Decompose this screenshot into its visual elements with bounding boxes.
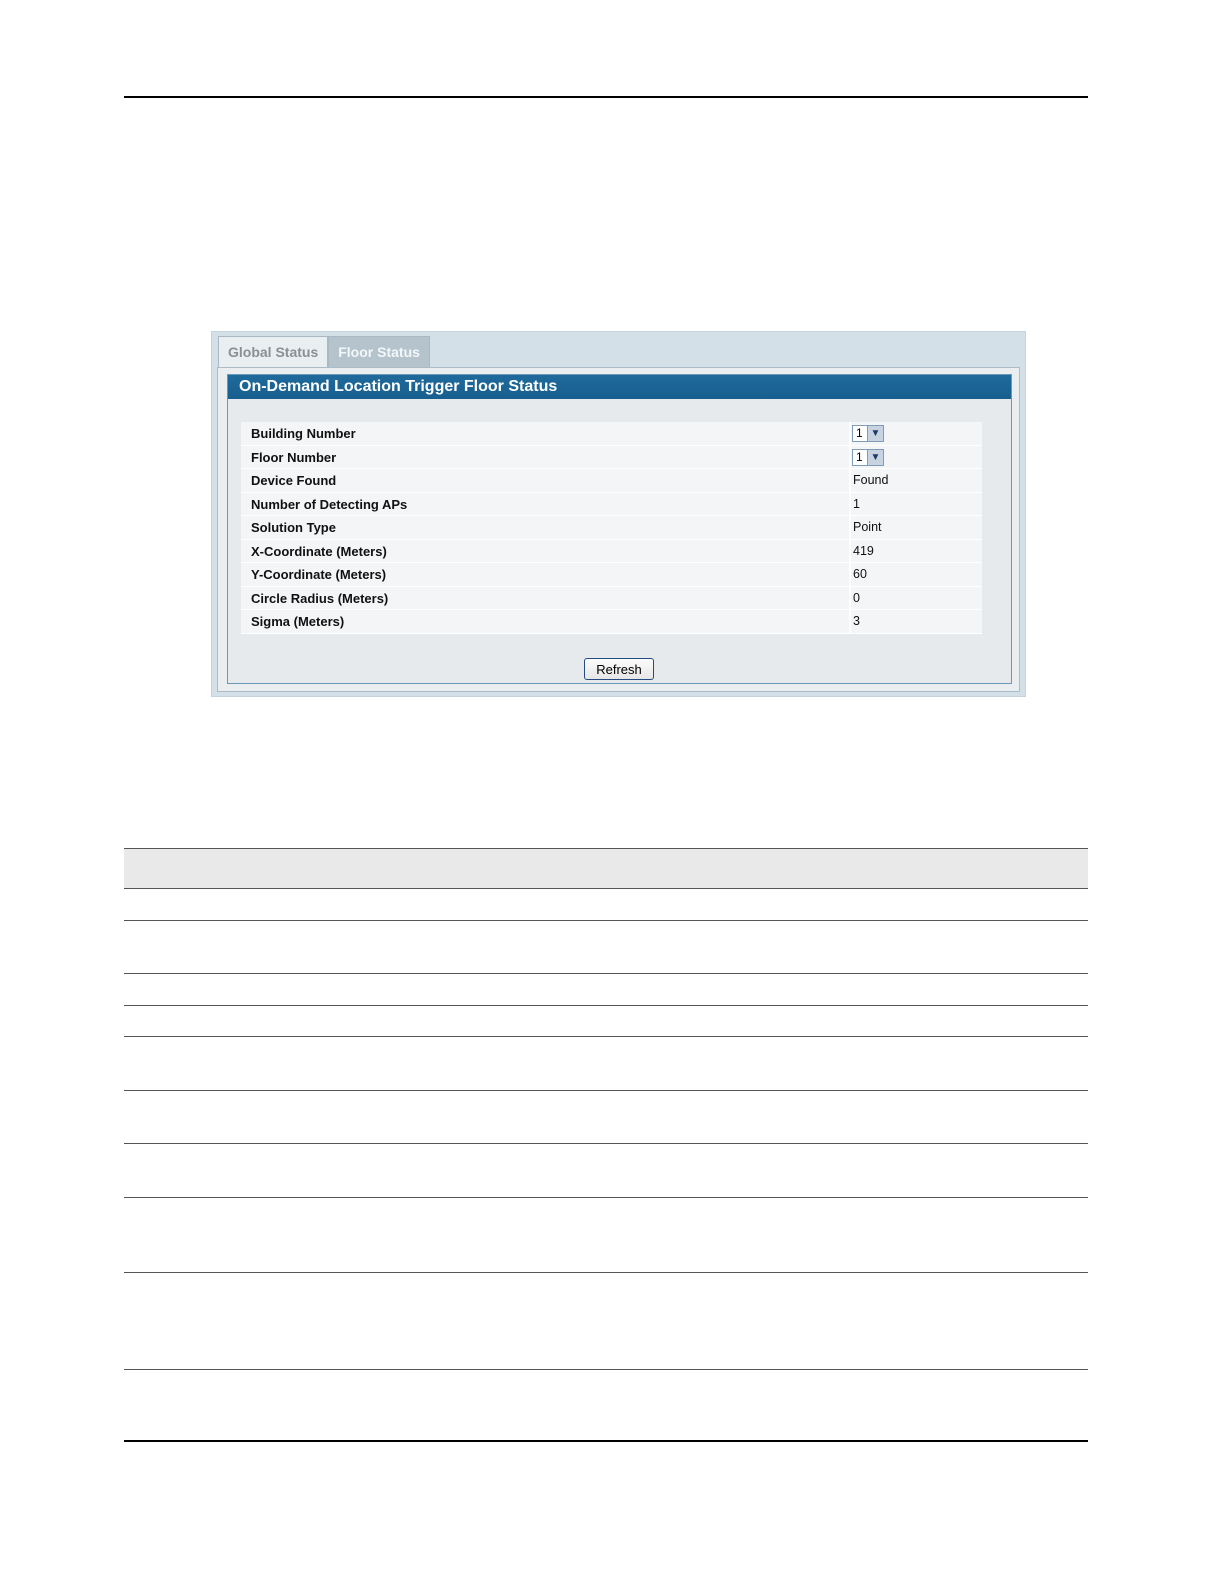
row-label: X-Coordinate (Meters) (251, 543, 387, 559)
row-label: Sigma (Meters) (251, 614, 345, 629)
table-row (124, 1006, 1088, 1037)
table-row (124, 1198, 1088, 1273)
row-label: Solution Type (251, 520, 336, 535)
row-label: Y-Coordinate (Meters) (251, 567, 387, 582)
row-x-coordinate (241, 540, 982, 564)
tab-global-status[interactable]: Global Status (218, 336, 328, 368)
select-value: 1 (852, 449, 868, 466)
table-row (124, 921, 1088, 974)
table-row (124, 1144, 1088, 1198)
table-row (124, 1037, 1088, 1091)
row-value: 0 (853, 590, 860, 605)
chevron-down-icon[interactable]: ▼ (868, 449, 884, 466)
row-label: Floor Number (251, 449, 337, 465)
tab-floor-status[interactable]: Floor Status (328, 336, 430, 368)
tab-bar (218, 336, 430, 368)
panel-title: On-Demand Location Trigger Floor Status (228, 375, 1011, 399)
screenshot-frame (211, 331, 1026, 697)
building-number-select[interactable] (852, 425, 884, 442)
row-value: 3 (853, 614, 860, 628)
row-building-number (241, 422, 982, 446)
row-y-coordinate (241, 563, 982, 587)
table-row (124, 1091, 1088, 1144)
row-sigma (241, 610, 982, 634)
row-value: 1 (853, 496, 860, 511)
select-value: 1 (852, 425, 868, 442)
row-solution-type (241, 516, 982, 540)
row-label: Building Number (251, 426, 356, 441)
refresh-button[interactable]: Refresh (584, 658, 654, 680)
row-label: Number of Detecting APs (251, 496, 408, 512)
row-value: 419 (853, 543, 874, 558)
row-value: Found (853, 473, 889, 487)
row-label: Circle Radius (Meters) (251, 590, 389, 606)
table-row (124, 1273, 1088, 1370)
status-frame (227, 374, 1012, 684)
panel (217, 367, 1020, 692)
top-rule (124, 96, 1088, 98)
bottom-rule (124, 1440, 1088, 1442)
row-detecting-aps (241, 493, 982, 517)
floor-number-select[interactable] (852, 449, 884, 466)
chevron-down-icon[interactable]: ▼ (868, 425, 884, 442)
status-table (241, 422, 982, 634)
table-header (124, 848, 1088, 889)
row-circle-radius (241, 587, 982, 611)
field-description-table (124, 848, 1088, 1370)
table-row (124, 974, 1088, 1006)
row-value: 60 (853, 567, 867, 581)
row-value: Point (853, 520, 882, 534)
row-label: Device Found (251, 473, 337, 488)
table-row (124, 889, 1088, 921)
row-device-found (241, 469, 982, 493)
row-floor-number (241, 446, 982, 470)
